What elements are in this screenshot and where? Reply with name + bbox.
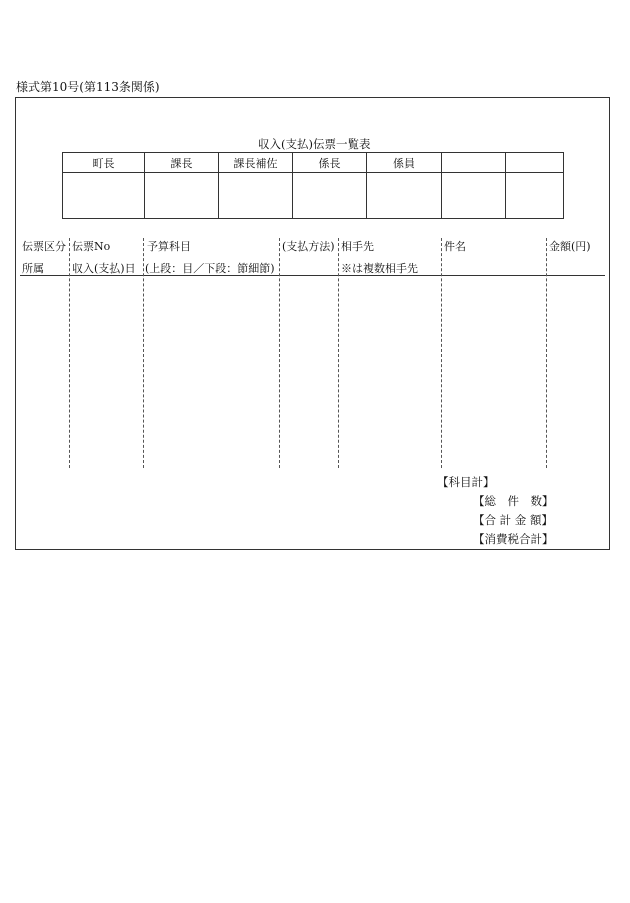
- stamp-cell: [63, 173, 145, 219]
- approval-header-chocho: 町長: [63, 153, 145, 173]
- stamp-cell: [367, 173, 442, 219]
- summary-shouhizei-goukei: 【消費税合計】: [473, 532, 554, 546]
- column-separator: [441, 238, 442, 468]
- col-header-aitesaki-note: ※は複数相手先: [341, 262, 418, 275]
- summary-sou-kensu: 【総 件 数】: [473, 494, 554, 508]
- col-header-kingaku: 金額(円): [549, 240, 591, 253]
- form-number-label: 様式第10号(第113条関係): [16, 80, 160, 94]
- col-header-shunyu-date: 収入(支払)日: [72, 262, 136, 275]
- document-title: 収入(支払)伝票一覧表: [258, 137, 371, 151]
- column-separator: [338, 238, 339, 468]
- col-header-aitesaki: 相手先: [341, 240, 374, 253]
- summary-goukei-kingaku: 【合 計 金 額】: [473, 513, 553, 527]
- header-divider-line: [20, 275, 605, 276]
- col-header-shozoku: 所属: [22, 262, 44, 275]
- col-header-shiharai-houhou: (支払方法): [282, 240, 335, 253]
- col-header-kenmei: 件名: [444, 240, 466, 253]
- approval-stamp-table: [62, 152, 564, 219]
- stamp-cell: [145, 173, 219, 219]
- approval-header-kakariin: 係員: [367, 153, 442, 173]
- col-header-denpyo-no: 伝票No: [72, 240, 111, 253]
- col-header-denpyo-kubun: 伝票区分: [22, 240, 66, 253]
- column-separator: [69, 238, 70, 468]
- column-separator: [546, 238, 547, 468]
- approval-header-kacho: 課長: [145, 153, 219, 173]
- approval-header-blank-2: [506, 153, 564, 173]
- stamp-cell: [506, 173, 564, 219]
- summary-kamoku-kei: 【科目計】: [437, 475, 495, 489]
- stamp-cell: [442, 173, 506, 219]
- column-separator: [143, 238, 144, 468]
- column-separator: [279, 238, 280, 468]
- approval-header-kacho-hosa: 課長補佐: [219, 153, 293, 173]
- stamp-cell: [293, 173, 367, 219]
- approval-header-kakaricho: 係長: [293, 153, 367, 173]
- stamp-cell: [219, 173, 293, 219]
- approval-header-blank-1: [442, 153, 506, 173]
- col-header-kamoku-detail: (上段：目／下段：節細節): [145, 262, 275, 275]
- col-header-yosan-kamoku: 予算科目: [147, 240, 191, 253]
